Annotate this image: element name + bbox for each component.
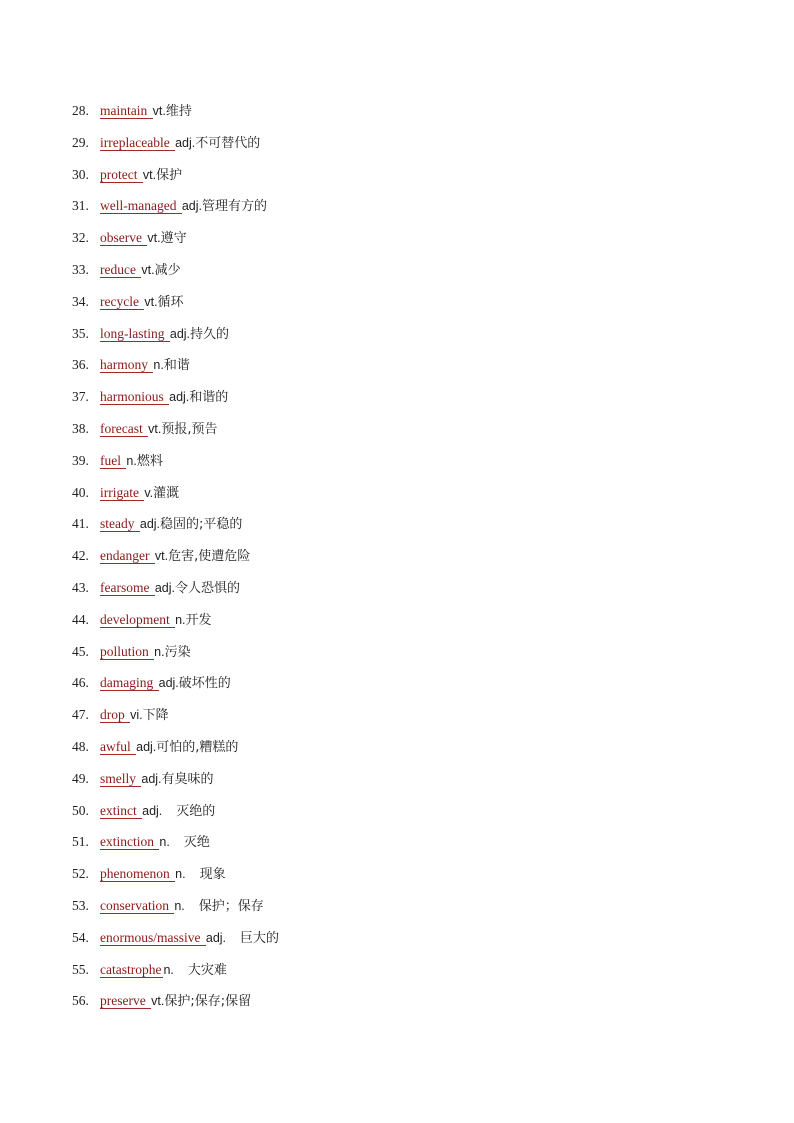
item-number: 40. — [72, 484, 89, 500]
item-number: 51. — [72, 834, 89, 850]
item-number: 36. — [72, 357, 89, 373]
vocab-word: catastrophe — [100, 961, 162, 977]
vocab-word: maintain — [100, 103, 151, 118]
item-number: 53. — [72, 897, 89, 913]
part-of-speech: adj. — [142, 803, 163, 818]
chinese-meaning: 下降 — [142, 708, 169, 724]
chinese-meaning: 和谐的 — [189, 390, 229, 406]
chinese-meaning: 循环 — [157, 294, 184, 310]
vocab-item — [72, 324, 732, 356]
chinese-meaning: 保护 — [156, 167, 183, 183]
chinese-meaning: 减少 — [154, 262, 181, 278]
vocab-item — [72, 864, 732, 896]
chinese-meaning: 燃料 — [136, 453, 163, 469]
vocab-item — [72, 483, 732, 515]
part-of-speech: n. — [159, 835, 170, 850]
chinese-meaning: 保护;保存;保留 — [164, 994, 252, 1010]
chinese-meaning: 大灾难 — [187, 962, 227, 978]
part-of-speech: n. — [175, 612, 186, 627]
chinese-meaning: 现象 — [199, 867, 226, 883]
part-of-speech: adj. — [158, 676, 179, 691]
vocab-word: conservation — [100, 897, 173, 913]
part-of-speech: n. — [163, 962, 174, 977]
vocab-item — [72, 387, 732, 419]
vocab-item — [72, 228, 732, 260]
item-number: 35. — [72, 325, 89, 341]
item-number: 34. — [72, 293, 89, 309]
vocab-item — [72, 960, 732, 992]
chinese-meaning: 和谐 — [163, 358, 190, 374]
item-number: 31. — [72, 198, 89, 214]
part-of-speech: vt. — [147, 231, 161, 246]
item-number: 52. — [72, 866, 89, 882]
chinese-meaning: 巨大的 — [240, 930, 280, 946]
chinese-meaning: 灌溉 — [153, 485, 180, 501]
vocab-word: fuel — [100, 452, 125, 468]
item-number: 54. — [72, 929, 89, 945]
vocab-item — [72, 196, 732, 228]
item-number: 37. — [72, 389, 89, 405]
vocab-word: drop — [100, 707, 129, 723]
vocab-item — [72, 101, 732, 133]
item-number: 50. — [72, 802, 89, 818]
chinese-meaning: 稳固的;平稳的 — [160, 517, 243, 533]
vocab-word: forecast — [100, 420, 147, 436]
part-of-speech: vt. — [141, 262, 155, 277]
chinese-meaning: 灭绝的 — [176, 803, 216, 819]
part-of-speech: adj. — [205, 930, 227, 945]
chinese-meaning: 有臭味的 — [161, 771, 214, 787]
item-number: 33. — [72, 261, 89, 277]
vocab-word: reduce — [100, 261, 140, 277]
chinese-meaning: 开发 — [185, 612, 212, 628]
vocab-word: protect — [100, 166, 141, 182]
item-number: 43. — [72, 579, 89, 595]
part-of-speech: adj. — [169, 390, 190, 405]
vocab-word: extinction — [100, 834, 158, 850]
vocab-item — [72, 133, 732, 165]
chinese-meaning: 不可替代的 — [195, 135, 261, 151]
item-number: 55. — [72, 961, 89, 977]
item-number: 44. — [72, 611, 89, 627]
item-number: 42. — [72, 548, 89, 564]
part-of-speech: v. — [144, 485, 154, 500]
item-number: 30. — [72, 166, 89, 182]
vocab-item — [72, 546, 732, 578]
item-number: 28. — [72, 103, 89, 118]
vocab-item — [72, 578, 732, 610]
vocab-item — [72, 991, 732, 1023]
vocab-item — [72, 928, 732, 960]
part-of-speech: n. — [126, 453, 137, 468]
part-of-speech: adj. — [154, 580, 176, 595]
chinese-meaning: 管理有方的 — [202, 199, 268, 215]
vocab-word: endanger — [100, 548, 153, 564]
part-of-speech: adj. — [139, 517, 161, 532]
item-number: 29. — [72, 134, 89, 150]
vocab-word: pollution — [100, 643, 153, 659]
vocab-item — [72, 801, 732, 833]
vocab-word: fearsome — [100, 579, 153, 595]
chinese-meaning: 持久的 — [190, 326, 230, 342]
part-of-speech: n. — [175, 867, 186, 882]
vocab-item — [72, 705, 732, 737]
part-of-speech: vt. — [152, 104, 166, 118]
vocab-word: extinct — [100, 802, 141, 818]
part-of-speech: n. — [174, 898, 185, 913]
vocab-item — [72, 260, 732, 292]
part-of-speech: adj. — [181, 199, 202, 214]
vocab-word: phenomenon — [100, 866, 174, 882]
item-number: 47. — [72, 707, 89, 723]
part-of-speech: vi. — [130, 708, 143, 723]
chinese-meaning: 污染 — [164, 644, 191, 660]
part-of-speech: adj. — [136, 739, 157, 754]
item-number: 49. — [72, 770, 89, 786]
vocab-item — [72, 419, 732, 451]
vocab-word: smelly — [100, 770, 140, 786]
chinese-meaning: 维持 — [165, 104, 192, 119]
item-number: 46. — [72, 675, 89, 691]
vocab-item — [72, 610, 732, 642]
vocab-item — [72, 673, 732, 705]
item-number: 39. — [72, 452, 89, 468]
vocab-item — [72, 737, 732, 769]
vocab-item — [72, 514, 732, 546]
item-number: 56. — [72, 993, 89, 1009]
part-of-speech: n. — [154, 644, 165, 659]
vocab-word: long-lasting — [100, 325, 168, 341]
vocab-word: irreplaceable — [100, 134, 174, 150]
chinese-meaning: 遵守 — [160, 231, 187, 247]
vocab-word: damaging — [100, 675, 157, 691]
vocab-item — [72, 165, 732, 197]
vocab-word: harmonious — [100, 389, 168, 405]
part-of-speech: adj. — [169, 326, 191, 341]
chinese-meaning: 令人恐惧的 — [175, 580, 241, 596]
vocab-word: preserve — [100, 993, 150, 1009]
item-number: 45. — [72, 643, 89, 659]
vocab-word: steady — [100, 516, 138, 532]
chinese-meaning: 预报,预告 — [161, 421, 218, 437]
vocab-word: irrigate — [100, 484, 143, 500]
chinese-meaning: 灭绝 — [183, 835, 210, 851]
item-number: 38. — [72, 420, 89, 436]
part-of-speech: adj. — [141, 771, 162, 786]
chinese-meaning: 危害,使遭危险 — [168, 549, 251, 565]
part-of-speech: vt. — [154, 549, 169, 564]
vocab-word: enormous/massive — [100, 929, 204, 945]
part-of-speech: n. — [153, 358, 164, 373]
vocab-item — [72, 292, 732, 324]
part-of-speech: vt. — [144, 294, 158, 309]
vocab-item — [72, 355, 732, 387]
vocab-item — [72, 896, 732, 928]
vocab-word: harmony — [100, 357, 152, 373]
vocab-word: recycle — [100, 293, 143, 309]
vocab-word: development — [100, 611, 174, 627]
item-number: 41. — [72, 516, 89, 532]
vocab-item — [72, 642, 732, 674]
vocab-word: observe — [100, 230, 146, 246]
chinese-meaning: 可怕的,糟糕的 — [156, 739, 239, 755]
chinese-meaning: 破坏性的 — [178, 676, 231, 692]
vocab-word: awful — [100, 738, 135, 754]
vocab-word: well-managed — [100, 198, 180, 214]
item-number: 48. — [72, 738, 89, 754]
vocabulary-list — [72, 101, 732, 1023]
part-of-speech: vt. — [142, 167, 157, 182]
vocab-item — [72, 769, 732, 801]
part-of-speech: vt. — [151, 994, 165, 1009]
chinese-meaning: 保护；保存 — [198, 898, 264, 914]
part-of-speech: vt. — [148, 421, 162, 436]
item-number: 32. — [72, 230, 89, 246]
part-of-speech: adj. — [175, 135, 196, 150]
vocab-item — [72, 451, 732, 483]
vocab-item — [72, 832, 732, 864]
